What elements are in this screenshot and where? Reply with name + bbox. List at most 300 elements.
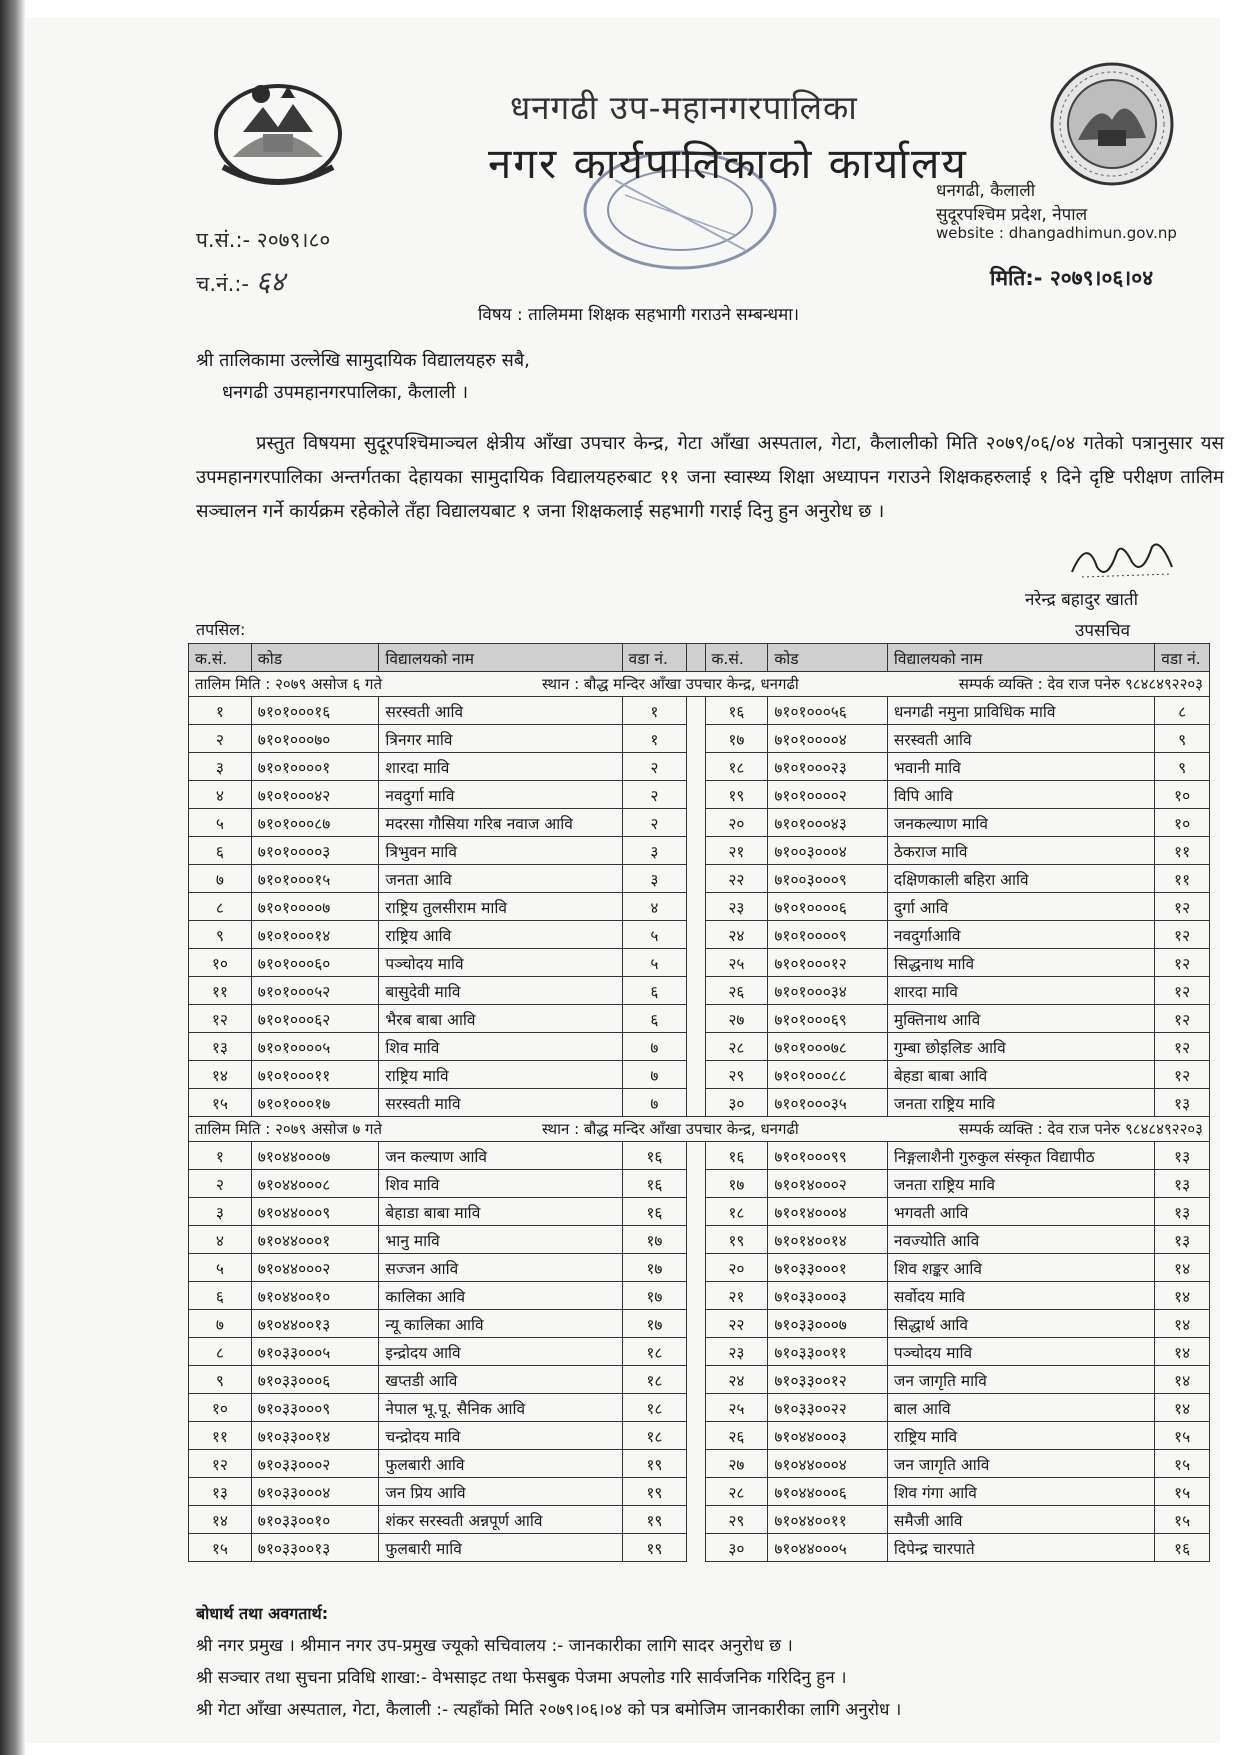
cell-sn: ३० xyxy=(705,1089,768,1117)
cell-ward: १७ xyxy=(622,1282,687,1310)
cell-gap xyxy=(687,921,705,949)
cell-code: ७१०३३०००४ xyxy=(251,1478,379,1506)
session-info xyxy=(189,672,1210,697)
cell-gap xyxy=(687,865,705,893)
cell-ward: १० xyxy=(1155,809,1210,837)
cell-ward: १२ xyxy=(1155,1061,1210,1089)
col-header-code: कोड xyxy=(768,644,888,672)
table-row xyxy=(189,781,1210,809)
cell-gap xyxy=(687,725,705,753)
cell-school-name: कालिका आवि xyxy=(379,1282,622,1310)
cell-school-name: फुलबारी आवि xyxy=(379,1450,622,1478)
cell-code: ७१०१०००३४ xyxy=(768,977,888,1005)
cell-ward: १२ xyxy=(1155,949,1210,977)
cell-school-name: त्रिभुवन मावि xyxy=(379,837,622,865)
cell-code: ७१०४४०००१ xyxy=(251,1226,379,1254)
cell-sn: २३ xyxy=(705,1338,768,1366)
cell-gap xyxy=(687,1142,705,1170)
nepal-emblem-icon xyxy=(203,72,353,192)
cell-sn: १६ xyxy=(705,1142,768,1170)
cell-code: ७१०१०००६९ xyxy=(768,1005,888,1033)
cell-sn: २८ xyxy=(705,1033,768,1061)
cell-school-name: जन जागृति आवि xyxy=(887,1450,1154,1478)
table-row xyxy=(189,1198,1210,1226)
website: website : dhangadhimun.gov.np xyxy=(936,224,1177,242)
cell-school-name: जन प्रिय आवि xyxy=(379,1478,622,1506)
letter-date: मिति:- २०७९।०६।०४ xyxy=(990,266,1154,290)
cell-ward: १६ xyxy=(622,1198,687,1226)
cell-ward: १३ xyxy=(1155,1142,1210,1170)
cell-sn: १ xyxy=(189,697,252,725)
cell-school-name: धनगढी नमुना प्राविधिक मावि xyxy=(887,697,1154,725)
cell-sn: ७ xyxy=(189,1310,252,1338)
cell-code: ७१०४४०००४ xyxy=(768,1450,888,1478)
cell-sn: ११ xyxy=(189,1422,252,1450)
session-contact: सम्पर्क व्यक्ति : देव राज पनेरु ९८४८४९२२०३ xyxy=(958,675,1203,693)
cell-sn: ८ xyxy=(189,893,252,921)
table-row xyxy=(189,1534,1210,1562)
table-row xyxy=(189,865,1210,893)
cell-school-name: दिपेन्द्र चारपाते xyxy=(887,1534,1154,1562)
cell-sn: २६ xyxy=(705,1422,768,1450)
cell-gap xyxy=(687,1450,705,1478)
table-body xyxy=(189,672,1210,1562)
cell-sn: १९ xyxy=(705,781,768,809)
chalani-value: ६४ xyxy=(255,265,285,298)
cell-code: ७१०१०००५६ xyxy=(768,697,888,725)
table-row xyxy=(189,893,1210,921)
cell-ward: ९ xyxy=(1155,725,1210,753)
chalani-label: च.नं.:- xyxy=(196,272,249,296)
cell-gap xyxy=(687,1170,705,1198)
cell-sn: ४ xyxy=(189,1226,252,1254)
cell-school-name: खप्तडी आवि xyxy=(379,1366,622,1394)
cell-ward: १८ xyxy=(622,1366,687,1394)
municipality-seal-icon xyxy=(1048,60,1176,188)
cell-code: ७१०४४००१० xyxy=(251,1282,379,1310)
cell-school-name: विपि आवि xyxy=(887,781,1154,809)
table-row xyxy=(189,753,1210,781)
session-date: तालिम मिति : २०७९ असोज ६ गते xyxy=(195,675,383,693)
cell-school-name: नवदुर्गाआवि xyxy=(887,921,1154,949)
signature xyxy=(1062,532,1182,587)
table-row xyxy=(189,1005,1210,1033)
cell-sn: १८ xyxy=(705,753,768,781)
cell-ward: १२ xyxy=(1155,1033,1210,1061)
cell-code: ७१०१००००४ xyxy=(768,725,888,753)
cell-ward: १७ xyxy=(622,1310,687,1338)
cell-sn: २७ xyxy=(705,1450,768,1478)
cell-sn: १२ xyxy=(189,1005,252,1033)
addressee-line-2: धनगढी उपमहानगरपालिका, कैलाली । xyxy=(222,382,469,403)
cell-ward: १४ xyxy=(1155,1254,1210,1282)
cell-school-name: शिव गंगा आवि xyxy=(887,1478,1154,1506)
table-row xyxy=(189,1310,1210,1338)
cell-school-name: चन्द्रोदय मावि xyxy=(379,1422,622,1450)
cell-sn: २ xyxy=(189,725,252,753)
session-row xyxy=(189,1117,1210,1142)
cell-school-name: जनता राष्ट्रिय मावि xyxy=(887,1170,1154,1198)
cell-code: ७१०१०००१७ xyxy=(251,1089,379,1117)
cell-sn: २४ xyxy=(705,921,768,949)
cell-ward: २ xyxy=(622,753,687,781)
cell-sn: २१ xyxy=(705,1282,768,1310)
cell-ward: ७ xyxy=(622,1089,687,1117)
cell-school-name: बाल आवि xyxy=(887,1394,1154,1422)
cell-sn: १३ xyxy=(189,1033,252,1061)
cell-school-name: भानु मावि xyxy=(379,1226,622,1254)
cc-line: श्री नगर प्रमुख । श्रीमान नगर उप-प्रमुख ज्यूको सचिवालय :- जानकारीका लागि सादर अनुरोध छ । xyxy=(196,1636,793,1656)
table-caption: तपसिल: xyxy=(196,620,246,639)
cell-sn: ८ xyxy=(189,1338,252,1366)
cell-sn: ६ xyxy=(189,1282,252,1310)
col-header-sn: क.सं. xyxy=(705,644,768,672)
cell-ward: १३ xyxy=(1155,1089,1210,1117)
patra-sankhya: प.सं.:- २०७९।८० xyxy=(196,228,331,252)
cell-ward: १६ xyxy=(622,1142,687,1170)
cell-school-name: सरस्वती आवि xyxy=(887,725,1154,753)
cell-sn: २२ xyxy=(705,865,768,893)
cell-sn: १८ xyxy=(705,1198,768,1226)
cell-ward: १४ xyxy=(1155,1338,1210,1366)
col-header-code: कोड xyxy=(251,644,379,672)
cell-code: ७१०१०००११ xyxy=(251,1061,379,1089)
cell-ward: २ xyxy=(622,781,687,809)
cell-ward: १४ xyxy=(1155,1282,1210,1310)
cell-gap xyxy=(687,1534,705,1562)
cell-school-name: न्यू कालिका आवि xyxy=(379,1310,622,1338)
table-row xyxy=(189,1478,1210,1506)
cell-ward: १८ xyxy=(622,1422,687,1450)
cell-code: ७१०१००००७ xyxy=(251,893,379,921)
cell-ward: १४ xyxy=(1155,1310,1210,1338)
cell-ward: ९ xyxy=(1155,753,1210,781)
cell-school-name: जनता राष्ट्रिय मावि xyxy=(887,1089,1154,1117)
table-row xyxy=(189,977,1210,1005)
cell-ward: ११ xyxy=(1155,837,1210,865)
cell-school-name: पञ्चोदय मावि xyxy=(887,1338,1154,1366)
cell-school-name: निङ्गलाशैनी गुरुकुल संस्कृत विद्यापीठ xyxy=(887,1142,1154,1170)
cell-school-name: जन जागृति मावि xyxy=(887,1366,1154,1394)
table-row xyxy=(189,1422,1210,1450)
cell-code: ७१०१०००१२ xyxy=(768,949,888,977)
cell-sn: २ xyxy=(189,1170,252,1198)
cell-school-name: बासुदेवी मावि xyxy=(379,977,622,1005)
cell-sn: २० xyxy=(705,809,768,837)
cell-school-name: बेहडा बाबा आवि xyxy=(887,1061,1154,1089)
col-header-sn: क.सं. xyxy=(189,644,252,672)
cell-code: ७१०३३०००३ xyxy=(768,1282,888,1310)
cell-ward: ८ xyxy=(1155,697,1210,725)
cell-code: ७१०३३०००५ xyxy=(251,1338,379,1366)
cell-sn: १४ xyxy=(189,1506,252,1534)
cell-ward: ७ xyxy=(622,1061,687,1089)
cell-sn: १५ xyxy=(189,1089,252,1117)
cc-heading: बोधार्थ तथा अवगतार्थ: xyxy=(196,1604,329,1623)
cell-gap xyxy=(687,1061,705,1089)
cell-school-name: सिद्धनाथ मावि xyxy=(887,949,1154,977)
cell-code: ७१०३३०००१ xyxy=(768,1254,888,1282)
cell-sn: १० xyxy=(189,1394,252,1422)
table-row xyxy=(189,1254,1210,1282)
cell-ward: ५ xyxy=(622,921,687,949)
cell-ward: १९ xyxy=(622,1534,687,1562)
cell-ward: १४ xyxy=(1155,1366,1210,1394)
cell-ward: १८ xyxy=(622,1338,687,1366)
cell-code: ७१०१०००२३ xyxy=(768,753,888,781)
cell-ward: ७ xyxy=(622,1033,687,1061)
cell-school-name: बेहाडा बाबा मावि xyxy=(379,1198,622,1226)
table-row xyxy=(189,1089,1210,1117)
session-row xyxy=(189,672,1210,697)
cell-gap xyxy=(687,949,705,977)
table-row xyxy=(189,1226,1210,1254)
cell-school-name: पञ्चोदय मावि xyxy=(379,949,622,977)
cell-sn: ३ xyxy=(189,1198,252,1226)
cell-code: ७१०१०००६२ xyxy=(251,1005,379,1033)
cell-school-name: दक्षिणकाली बहिरा आवि xyxy=(887,865,1154,893)
cell-code: ७१०१०००८७ xyxy=(251,809,379,837)
cell-school-name: ठेकराज मावि xyxy=(887,837,1154,865)
cell-code: ७१०३३००१४ xyxy=(251,1422,379,1450)
cell-sn: १३ xyxy=(189,1478,252,1506)
cell-school-name: भैरब बाबा आवि xyxy=(379,1005,622,1033)
col-header-ward: वडा नं. xyxy=(622,644,687,672)
cell-sn: १६ xyxy=(705,697,768,725)
table-row xyxy=(189,725,1210,753)
table-row xyxy=(189,809,1210,837)
session-info xyxy=(189,1117,1210,1142)
cell-ward: १८ xyxy=(622,1394,687,1422)
subject-line: विषय : तालिममा शिक्षक सहभागी गराउने सम्बन्धमा। xyxy=(478,305,800,325)
cell-code: ७१०१०००१५ xyxy=(251,865,379,893)
cell-sn: २५ xyxy=(705,1394,768,1422)
cell-ward: १३ xyxy=(1155,1226,1210,1254)
cell-code: ७१०१४००१४ xyxy=(768,1226,888,1254)
cell-gap xyxy=(687,1310,705,1338)
cell-code: ७१०३३००२२ xyxy=(768,1394,888,1422)
cell-sn: ९ xyxy=(189,921,252,949)
cell-gap xyxy=(687,1338,705,1366)
cell-sn: २० xyxy=(705,1254,768,1282)
cell-code: ७१०१०००१४ xyxy=(251,921,379,949)
cell-code: ७१०१०००४३ xyxy=(768,809,888,837)
cell-ward: ६ xyxy=(622,977,687,1005)
cell-sn: २४ xyxy=(705,1366,768,1394)
session-date: तालिम मिति : २०७९ असोज ७ गते xyxy=(195,1120,383,1138)
cell-sn: १२ xyxy=(189,1450,252,1478)
cell-gap xyxy=(687,1506,705,1534)
cell-sn: १७ xyxy=(705,1170,768,1198)
cell-ward: १७ xyxy=(622,1254,687,1282)
cell-sn: २१ xyxy=(705,837,768,865)
cell-code: ७१०४४००११ xyxy=(768,1506,888,1534)
table-row xyxy=(189,921,1210,949)
cell-school-name: शिव मावि xyxy=(379,1170,622,1198)
cell-gap xyxy=(687,1033,705,1061)
cell-sn: २६ xyxy=(705,977,768,1005)
cell-code: ७१०४४०००९ xyxy=(251,1198,379,1226)
cell-sn: २२ xyxy=(705,1310,768,1338)
cell-ward: १६ xyxy=(622,1170,687,1198)
letter-body xyxy=(196,427,1224,529)
cell-ward: ६ xyxy=(622,1005,687,1033)
table-row xyxy=(189,1061,1210,1089)
cell-code: ७१०४४०००२ xyxy=(251,1254,379,1282)
table-row xyxy=(189,1338,1210,1366)
table-row xyxy=(189,1282,1210,1310)
cell-ward: १२ xyxy=(1155,921,1210,949)
cell-school-name: शारदा मावि xyxy=(379,753,622,781)
cell-school-name: इन्द्रोदय आवि xyxy=(379,1338,622,1366)
cell-sn: ३ xyxy=(189,753,252,781)
cell-school-name: मुक्तिनाथ आवि xyxy=(887,1005,1154,1033)
cell-code: ७१०१००००६ xyxy=(768,893,888,921)
cell-ward: १२ xyxy=(1155,977,1210,1005)
cell-code: ७१०४४०००७ xyxy=(251,1142,379,1170)
cell-sn: ११ xyxy=(189,977,252,1005)
cell-gap xyxy=(687,1282,705,1310)
cell-school-name: शंकर सरस्वती अन्नपूर्ण आवि xyxy=(379,1506,622,1534)
cell-code: ७१०१०००६० xyxy=(251,949,379,977)
cell-ward: १ xyxy=(622,725,687,753)
cell-gap xyxy=(687,809,705,837)
cell-code: ७१०१००००९ xyxy=(768,921,888,949)
cell-code: ७१०३३०००७ xyxy=(768,1310,888,1338)
cell-sn: ६ xyxy=(189,837,252,865)
cell-code: ७१०४४०००५ xyxy=(768,1534,888,1562)
table-header-row xyxy=(189,644,1210,672)
table-row xyxy=(189,1142,1210,1170)
cell-school-name: सज्जन आवि xyxy=(379,1254,622,1282)
cell-gap xyxy=(687,893,705,921)
cell-sn: २५ xyxy=(705,949,768,977)
cell-ward: २ xyxy=(622,809,687,837)
cell-code: ७१०१००००५ xyxy=(251,1033,379,1061)
session-info-line xyxy=(195,674,1203,694)
cell-gap xyxy=(687,1394,705,1422)
address-city: धनगढी, कैलाली xyxy=(936,181,1036,201)
cell-gap xyxy=(687,837,705,865)
cell-ward: १२ xyxy=(1155,1005,1210,1033)
address-province: सुदूरपश्चिम प्रदेश, नेपाल xyxy=(936,205,1088,225)
letter-body-text: प्रस्तुत विषयमा सुदूरपश्चिमाञ्चल क्षेत्रीय आँखा उपचार केन्द्र, गेटा आँखा अस्पताल, गेटा, कैलालीको मिति २०७९/०६/०४ गतेको पत्रानुसार यस उपमहानगरपालिका अन्तर्गतका देहायका सामुदायिक विद्यालयहरुबाट ११ जना स्वास्थ्य शिक्षा अध्यापन गराउने शिक्षकहरुलाई १ दिने दृष्टि परीक्षण तालिम सञ्चालन गर्ने कार्यक्रम रहेकोले तँहा विद्यालयबाट १ जना शिक्षकलाई सहभागी गराई दिनु हुन अनुरोध छ । xyxy=(196,433,1224,522)
cell-code: ७१०१०००३५ xyxy=(768,1089,888,1117)
cell-school-name: राष्ट्रिय मावि xyxy=(379,1061,622,1089)
cell-code: ७१००३०००४ xyxy=(768,837,888,865)
cell-ward: ३ xyxy=(622,865,687,893)
addressee-line-1: श्री तालिकामा उल्लेखि सामुदायिक विद्यालयहरु सबै, xyxy=(196,350,530,371)
cell-school-name: राष्ट्रिय आवि xyxy=(379,921,622,949)
cell-code: ७१०१०००७८ xyxy=(768,1033,888,1061)
session-place: स्थान : बौद्ध मन्दिर आँखा उपचार केन्द्र, धनगढी xyxy=(542,1120,799,1138)
cell-gap xyxy=(687,1422,705,1450)
table-row xyxy=(189,1450,1210,1478)
cell-code: ७१०१०००४२ xyxy=(251,781,379,809)
cell-sn: २३ xyxy=(705,893,768,921)
cell-code: ७१०१००००१ xyxy=(251,753,379,781)
cell-sn: २९ xyxy=(705,1506,768,1534)
cell-sn: १० xyxy=(189,949,252,977)
cell-sn: २७ xyxy=(705,1005,768,1033)
cell-school-name: जनता आवि xyxy=(379,865,622,893)
cell-code: ७१०४४००१३ xyxy=(251,1310,379,1338)
cell-code: ७१०४४०००८ xyxy=(251,1170,379,1198)
cell-school-name: भवानी मावि xyxy=(887,753,1154,781)
col-header-school: विद्यालयको नाम xyxy=(887,644,1154,672)
cell-gap xyxy=(687,1226,705,1254)
cell-sn: ४ xyxy=(189,781,252,809)
chalani-number xyxy=(196,262,285,300)
session-contact: सम्पर्क व्यक्ति : देव राज पनेरु ९८४८४९२२०३ xyxy=(958,1120,1203,1138)
col-gap xyxy=(687,644,705,672)
cell-code: ७१००३०००९ xyxy=(768,865,888,893)
cell-code: ७१०४४०००३ xyxy=(768,1422,888,1450)
cell-code: ७१०३३०००६ xyxy=(251,1366,379,1394)
cell-school-name: राष्ट्रिय तुलसीराम मावि xyxy=(379,893,622,921)
cell-gap xyxy=(687,753,705,781)
cell-ward: ११ xyxy=(1155,865,1210,893)
cell-code: ७१०१०००१६ xyxy=(251,697,379,725)
cell-school-name: गुम्बा छोइलिङ आवि xyxy=(887,1033,1154,1061)
cell-gap xyxy=(687,781,705,809)
cell-ward: १५ xyxy=(1155,1506,1210,1534)
cell-school-name: नवदुर्गा मावि xyxy=(379,781,622,809)
cell-ward: १२ xyxy=(1155,893,1210,921)
office-name: नगर कार्यपालिकाको कार्यालय xyxy=(488,139,968,188)
cell-school-name: सर्वोदय मावि xyxy=(887,1282,1154,1310)
table-row xyxy=(189,837,1210,865)
cell-school-name: शिव शङ्कर आवि xyxy=(887,1254,1154,1282)
cell-ward: १९ xyxy=(622,1506,687,1534)
cell-ward: १९ xyxy=(622,1450,687,1478)
col-header-ward: वडा नं. xyxy=(1155,644,1210,672)
cell-gap xyxy=(687,1254,705,1282)
signatory-name: नरेन्द्र बहादुर खाती xyxy=(1025,590,1138,610)
cell-school-name: दुर्गा आवि xyxy=(887,893,1154,921)
cell-ward: १७ xyxy=(622,1226,687,1254)
scan-edge xyxy=(0,0,26,1755)
cell-school-name: सरस्वती आवि xyxy=(379,697,622,725)
cell-school-name: जनकल्याण मावि xyxy=(887,809,1154,837)
session-info-line xyxy=(195,1119,1203,1139)
col-header-school: विद्यालयको नाम xyxy=(379,644,622,672)
cell-ward: १३ xyxy=(1155,1198,1210,1226)
cell-sn: १५ xyxy=(189,1534,252,1562)
cell-ward: १५ xyxy=(1155,1422,1210,1450)
cell-sn: ३० xyxy=(705,1534,768,1562)
cell-gap xyxy=(687,1198,705,1226)
cell-ward: १५ xyxy=(1155,1478,1210,1506)
table-row xyxy=(189,697,1210,725)
cell-school-name: जन कल्याण आवि xyxy=(379,1142,622,1170)
cell-school-name: त्रिनगर मावि xyxy=(379,725,622,753)
cell-ward: ३ xyxy=(622,837,687,865)
cell-school-name: समैजी आवि xyxy=(887,1506,1154,1534)
cell-sn: १९ xyxy=(705,1226,768,1254)
cell-school-name: शिव मावि xyxy=(379,1033,622,1061)
cell-school-name: नवज्योति आवि xyxy=(887,1226,1154,1254)
cell-sn: ९ xyxy=(189,1366,252,1394)
cell-school-name: सिद्धार्थ आवि xyxy=(887,1310,1154,1338)
cell-code: ७१०४४०००६ xyxy=(768,1478,888,1506)
cell-code: ७१०१०००९९ xyxy=(768,1142,888,1170)
cell-ward: ४ xyxy=(622,893,687,921)
cell-sn: १ xyxy=(189,1142,252,1170)
cell-code: ७१०३३०००२ xyxy=(251,1450,379,1478)
org-name: धनगढी उप-महानगरपालिका xyxy=(510,88,858,127)
cell-school-name: फुलबारी मावि xyxy=(379,1534,622,1562)
